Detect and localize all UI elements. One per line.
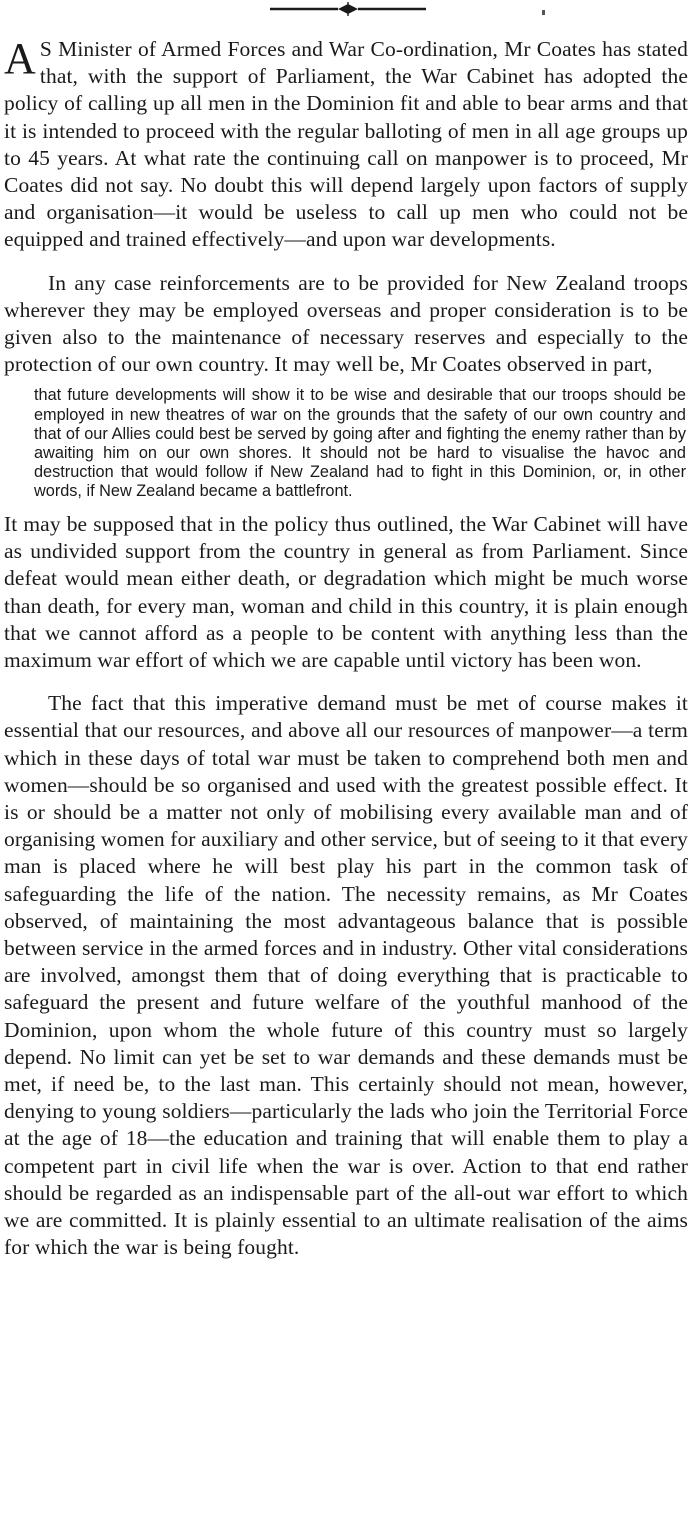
paragraph-2: In any case reinforcements are to be provided for New Zealand troops wherever they may be employed overseas and proper consideration is to be given also to the maintenance of necessary reserves and especially to the protection of our own country. It may well be, Mr Coates observed in part, <box>4 270 688 377</box>
paragraph-3: It may be supposed that in the policy thus outlined, the War Cabinet will have as undivided support from the country in general as from Parliament. Since defeat would mean either death, or degradation which might be much worse than death, for every man, woman and child in this country, it is plain enough that we cannot afford as a people to be content with anything less than the maximum war effort of which we are capable until victory has been won. <box>4 512 688 673</box>
paragraph-1-text: S Minister of Armed Forces and War Co-ordination, Mr Coates has stated that, with the support of Parliament, the War Cabinet has adopted the policy of calling up all men in the Dominion fit and able to bear arms and that it is intended to proceed with the regular balloting of men in all age groups up to 45 years. At what rate the continuing call on manpower is to proceed, Mr Coates did not say. No doubt this will depend largely upon factors of supply and organisation—it would be useless to call up men who could not be equipped and trained effectively—and upon war developments. <box>4 37 688 252</box>
print-speck <box>542 10 545 15</box>
block-quote: that future developments will show it to be wise and desirable that our troops should be employed in new theatres of war on the grounds that the safety of our own country and that of our Allies could best be served by going after and fighting the enemy rather than by awaiting him on our own shores. It should not be hard to visualise the havoc and destruction that would follow if New Zealand had to fight in this Dominion, or, in other words, if New Zealand became a battlefront. <box>34 386 686 500</box>
paragraph-1 <box>4 36 688 254</box>
ornament-rule-icon <box>268 2 428 16</box>
drop-cap: A <box>4 34 36 83</box>
paragraph-4: The fact that this imperative demand must be met of course makes it essential that our resources, and above all our resources of manpower—a term which in these days of total war must be taken to comprehend both men and women—should be so organised and used with the greatest possible effect. It is or should be a matter not only of mobilising every available man and of organising women for auxiliary and other service, but of seeing to it that every man is placed where he will best play his part in the common task of safeguarding the life of the nation. The necessity remains, as Mr Coates observed, of maintaining the most advantageous balance that is possible between service in the armed forces and in industry. Other vital considerations are involved, amongst them that of doing everything that is practicable to safeguard the present and future welfare of the youthful manhood of the Dominion, upon whom the whole future of this country must so largely depend. No limit can yet be set to war demands and these demands must be met, if need be, to the last man. This certainly should not mean, however, denying to young soldiers—particularly the lads who join the Territorial Force at the age of 18—the education and training that will enable them to play a competent part in civil life when the war is over. Action to that end rather should be regarded as an indispensable part of the all-out war effort to which we are committed. It is plainly essential to an ultimate realisation of the aims for which the war is being fought. <box>4 691 688 1260</box>
editorial-article <box>4 36 688 1261</box>
